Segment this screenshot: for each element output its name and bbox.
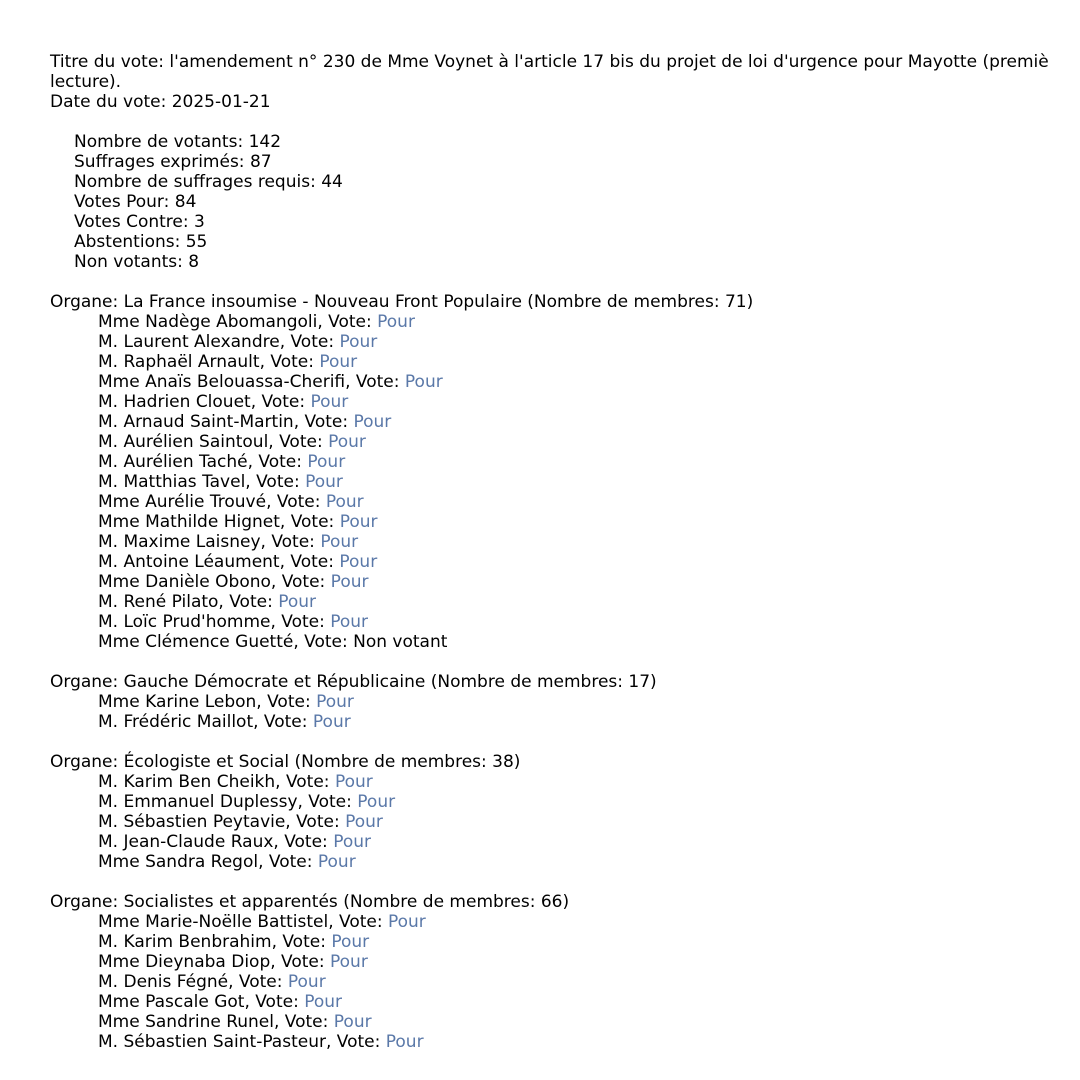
member-vote: Pour — [319, 352, 358, 372]
member-vote: Pour — [312, 712, 351, 732]
spacer — [50, 272, 1080, 292]
member-line — [50, 812, 1080, 832]
stat-line — [50, 192, 1080, 212]
member-line — [50, 352, 1080, 372]
member-name: Mme Clémence Guetté, Vote: — [98, 632, 354, 652]
member-line — [50, 1012, 1080, 1032]
vote-title-line — [50, 52, 1080, 72]
member-name: M. Jean-Claude Raux, Vote: — [98, 832, 334, 852]
member-line — [50, 492, 1080, 512]
member-vote: Pour — [331, 932, 370, 952]
spacer — [50, 732, 1080, 752]
member-name: Mme Mathilde Hignet, Vote: — [98, 512, 340, 532]
member-name: M. Frédéric Maillot, Vote: — [98, 712, 313, 732]
member-vote: Pour — [287, 972, 326, 992]
member-name: M. Raphaël Arnault, Vote: — [98, 352, 320, 372]
member-line — [50, 412, 1080, 432]
member-vote: Pour — [345, 812, 383, 832]
member-line — [50, 612, 1080, 632]
stat-line — [50, 152, 1080, 172]
member-vote: Pour — [304, 992, 343, 1012]
stat-value: 142 — [248, 132, 282, 152]
vote-title-value: l'amendement n° 230 de Mme Voynet à l'article 17 bis du projet de loi d'urgence pour Mayotte (premiè — [169, 52, 1049, 72]
member-vote: Pour — [325, 492, 364, 512]
member-line — [50, 1032, 1080, 1052]
member-name: Mme Pascale Got, Vote: — [98, 992, 305, 1012]
member-line — [50, 692, 1080, 712]
stat-value: 3 — [194, 212, 205, 232]
member-name: M. Sébastien Saint-Pasteur, Vote: — [98, 1032, 386, 1052]
member-line — [50, 852, 1080, 872]
organe-heading: Organe: Gauche Démocrate et Républicaine (Nombre de membres: 17) — [50, 672, 657, 692]
member-vote: Pour — [404, 372, 443, 392]
member-line — [50, 332, 1080, 352]
member-line — [50, 472, 1080, 492]
member-vote: Pour — [330, 952, 368, 972]
member-vote: Pour — [385, 1032, 424, 1052]
member-line — [50, 772, 1080, 792]
member-vote: Pour — [310, 392, 349, 412]
organe-heading: Organe: Écologiste et Social (Nombre de membres: 38) — [50, 752, 521, 772]
member-line — [50, 592, 1080, 612]
member-line — [50, 512, 1080, 532]
member-name: M. Maxime Laisney, Vote: — [98, 532, 321, 552]
vote-statistics — [50, 132, 1080, 292]
member-line — [50, 432, 1080, 452]
member-line — [50, 932, 1080, 952]
member-line — [50, 572, 1080, 592]
member-line — [50, 632, 1080, 652]
stat-line — [50, 232, 1080, 252]
member-name: M. Loïc Prud'homme, Vote: — [98, 612, 331, 632]
member-vote: Pour — [334, 772, 373, 792]
member-name: Mme Sandra Regol, Vote: — [98, 852, 318, 872]
member-vote: Pour — [357, 792, 396, 812]
stat-line — [50, 132, 1080, 152]
stat-label: Votes Pour: — [74, 192, 175, 212]
member-vote: Pour — [330, 572, 369, 592]
member-name: M. Antoine Léaument, Vote: — [98, 552, 340, 572]
member-name: Mme Aurélie Trouvé, Vote: — [98, 492, 326, 512]
stat-label: Abstentions: — [74, 232, 186, 252]
member-line — [50, 452, 1080, 472]
stat-value: 84 — [174, 192, 197, 212]
member-name: M. Sébastien Peytavie, Vote: — [98, 812, 346, 832]
member-name: M. Aurélien Saintoul, Vote: — [98, 432, 329, 452]
stat-label: Votes Contre: — [74, 212, 195, 232]
member-vote: Pour — [328, 432, 366, 452]
member-vote: Pour — [339, 512, 378, 532]
member-line — [50, 832, 1080, 852]
stat-line — [50, 212, 1080, 232]
member-vote: Pour — [339, 552, 378, 572]
member-name: Mme Nadège Abomangoli, Vote: — [98, 312, 378, 332]
member-vote: Pour — [316, 692, 354, 712]
organe-heading: Organe: La France insoumise - Nouveau Front Populaire (Nombre de membres: 71) — [50, 292, 754, 312]
vote-title-continuation: lecture). — [50, 72, 122, 92]
vote-date-value: 2025-01-21 — [171, 92, 271, 112]
stat-label: Nombre de suffrages requis: — [74, 172, 322, 192]
stat-label: Suffrages exprimés: — [74, 152, 250, 172]
member-vote: Pour — [307, 452, 346, 472]
member-vote: Pour — [333, 1012, 372, 1032]
member-name: M. Hadrien Clouet, Vote: — [98, 392, 311, 412]
stat-value: 55 — [185, 232, 208, 252]
member-name: Mme Anaïs Belouassa-Cherifi, Vote: — [98, 372, 405, 392]
member-line — [50, 952, 1080, 972]
member-vote: Pour — [339, 332, 378, 352]
member-name: M. Denis Fégné, Vote: — [98, 972, 288, 992]
stat-value: 8 — [188, 252, 200, 272]
spacer — [50, 872, 1080, 892]
member-vote: Pour — [317, 852, 356, 872]
stat-line — [50, 252, 1080, 272]
member-name: Mme Marie-Noëlle Battistel, Vote: — [98, 912, 388, 932]
member-line — [50, 792, 1080, 812]
member-name: Mme Danièle Obono, Vote: — [98, 572, 331, 592]
stat-value: 44 — [321, 172, 343, 192]
member-line — [50, 712, 1080, 732]
member-name: M. Emmanuel Duplessy, Vote: — [98, 792, 358, 812]
member-name: M. Laurent Alexandre, Vote: — [98, 332, 340, 352]
member-line — [50, 392, 1080, 412]
vote-title-label: Titre du vote: — [50, 52, 170, 72]
member-name: M. René Pilato, Vote: — [98, 592, 279, 612]
member-vote: Pour — [353, 412, 392, 432]
spacer — [50, 112, 1080, 132]
member-vote: Non votant — [353, 632, 448, 652]
vote-date-line — [50, 92, 1080, 112]
organes-list — [50, 292, 1080, 1052]
member-line — [50, 532, 1080, 552]
member-line — [50, 372, 1080, 392]
member-vote: Pour — [278, 592, 317, 612]
member-line — [50, 912, 1080, 932]
member-line — [50, 552, 1080, 572]
member-vote: Pour — [320, 532, 359, 552]
member-vote: Pour — [330, 612, 369, 632]
member-name: Mme Dieynaba Diop, Vote: — [98, 952, 331, 972]
member-name: M. Matthias Tavel, Vote: — [98, 472, 306, 492]
member-name: M. Aurélien Taché, Vote: — [98, 452, 308, 472]
stat-line — [50, 172, 1080, 192]
member-line — [50, 312, 1080, 332]
member-name: M. Karim Ben Cheikh, Vote: — [98, 772, 335, 792]
member-vote: Pour — [377, 312, 415, 332]
member-line — [50, 992, 1080, 1012]
spacer — [50, 652, 1080, 672]
stat-label: Non votants: — [74, 252, 189, 272]
vote-date-label: Date du vote: — [50, 92, 172, 112]
member-name: M. Karim Benbrahim, Vote: — [98, 932, 332, 952]
organe-heading: Organe: Socialistes et apparentés (Nombre de membres: 66) — [50, 892, 570, 912]
member-vote: Pour — [305, 472, 343, 492]
vote-document — [50, 52, 1080, 1052]
member-vote: Pour — [333, 832, 371, 852]
member-name: Mme Sandrine Runel, Vote: — [98, 1012, 334, 1032]
member-name: M. Arnaud Saint-Martin, Vote: — [98, 412, 354, 432]
stat-label: Nombre de votants: — [74, 132, 249, 152]
member-name: Mme Karine Lebon, Vote: — [98, 692, 317, 712]
member-vote: Pour — [387, 912, 426, 932]
member-line — [50, 972, 1080, 992]
stat-value: 87 — [249, 152, 272, 172]
